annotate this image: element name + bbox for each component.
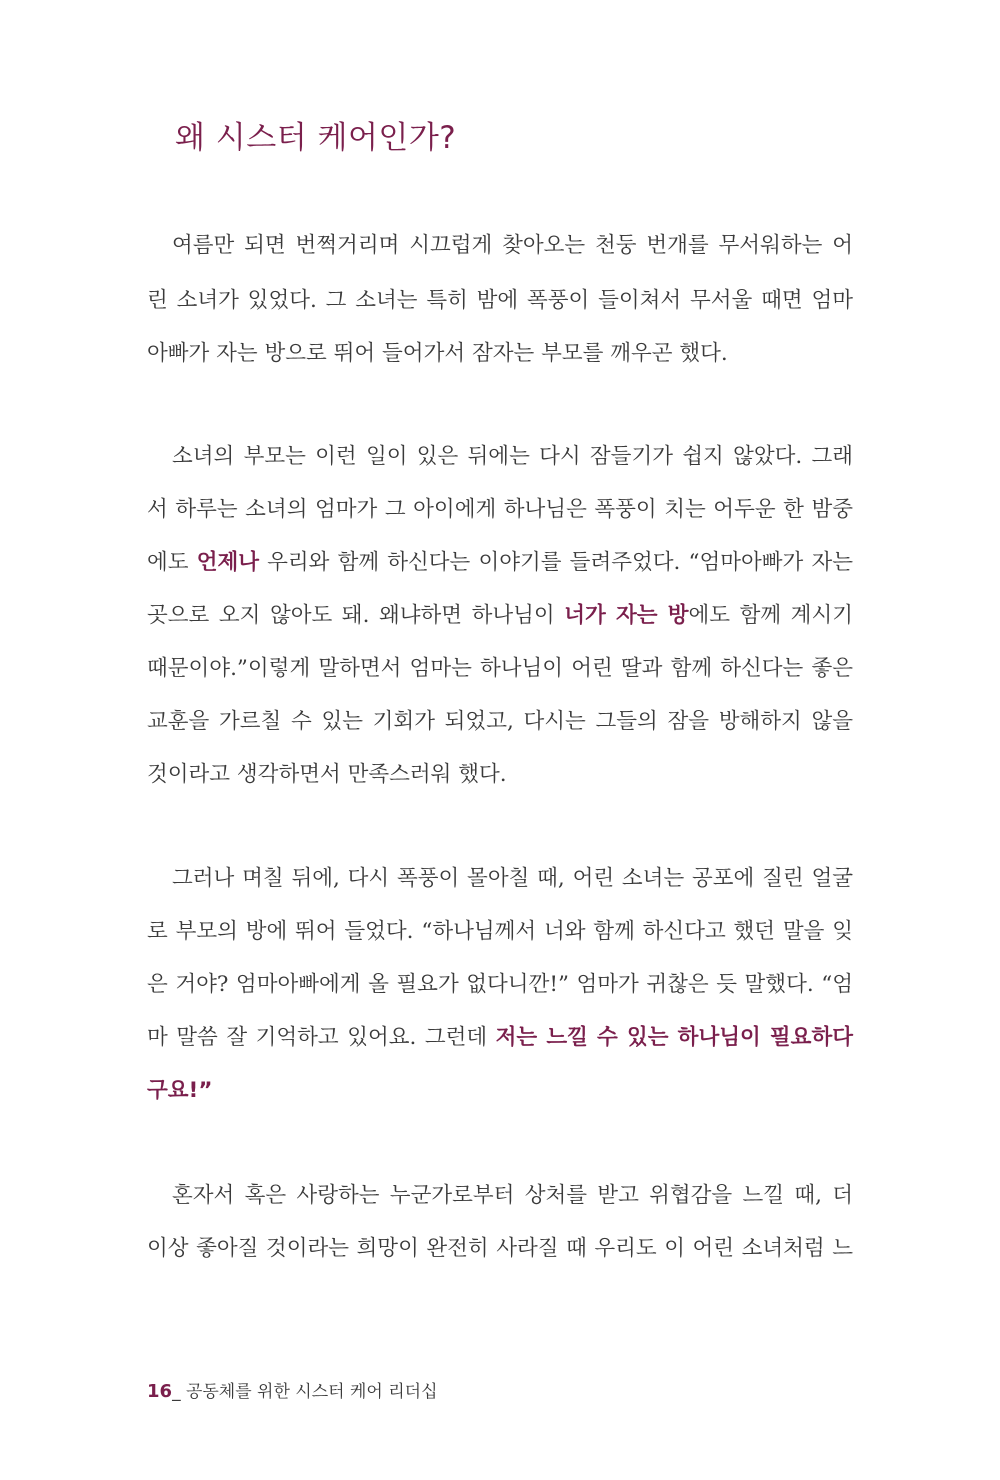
paragraph-2-line-5: 때문이야.”이렇게 말하면서 엄마는 하나님이 어린 딸과 함께 하신다는 좋은: [147, 656, 853, 681]
text-segment: 에도 함께 계시기: [688, 603, 853, 628]
paragraph-2-line-2: 서 하루는 소녀의 엄마가 그 아이에게 하나님은 폭풍이 치는 어두운 한 밤중: [147, 497, 853, 522]
paragraph-2-line-1: 소녀의 부모는 이런 일이 있은 뒤에는 다시 잠들기가 쉽지 않았다. 그래: [172, 444, 853, 469]
text-segment: 에도: [147, 550, 197, 575]
paragraph-3-line-1: 그러나 며칠 뒤에, 다시 폭풍이 몰아칠 때, 어린 소녀는 공포에 질린 얼굴: [172, 866, 853, 891]
paragraph-3-line-5: [147, 1076, 853, 1106]
page-footer: [147, 1377, 438, 1402]
highlight-always: 언제나: [196, 550, 259, 575]
paragraph-2-line-3: [147, 548, 853, 578]
paragraph-3-line-2: 로 부모의 방에 뛰어 들었다. “하나님께서 너와 함께 하신다고 했던 말을 잊: [147, 919, 853, 944]
highlight-your-room: 너가 자는 방: [564, 603, 689, 628]
paragraph-1-line-3: 아빠가 자는 방으로 뛰어 들어가서 잠자는 부모를 깨우곤 했다.: [147, 341, 728, 366]
text-segment: 우리와 함께 하신다는 이야기를 들려주었다. “엄마아빠가 자는: [259, 550, 853, 575]
paragraph-4-line-1: 혼자서 혹은 사랑하는 누군가로부터 상처를 받고 위협감을 느낄 때, 더: [172, 1183, 853, 1208]
paragraph-3-line-4: [147, 1023, 853, 1053]
paragraph-1-line-2: 린 소녀가 있었다. 그 소녀는 특히 밤에 폭풍이 들이쳐서 무서울 때면 엄마: [147, 288, 853, 313]
paragraph-3-line-3: 은 거야? 엄마아빠에게 올 필요가 없다니깐!” 엄마가 귀찮은 듯 말했다. “엄: [147, 972, 853, 997]
highlight-need-god-end: 구요!”: [147, 1078, 213, 1103]
paragraph-2-line-4: [147, 601, 853, 631]
page-number: 16: [147, 1381, 173, 1402]
paragraph-1-line-1: 여름만 되면 번쩍거리며 시끄럽게 찾아오는 천둥 번개를 무서워하는 어: [172, 233, 853, 258]
text-segment: 곳으로 오지 않아도 돼. 왜냐하면 하나님이: [147, 603, 565, 628]
book-title: 공동체를 위한 시스터 케어 리더십: [180, 1382, 438, 1402]
section-heading: 왜 시스터 케어인가?: [175, 120, 457, 156]
paragraph-2-line-6: 교훈을 가르칠 수 있는 기회가 되었고, 다시는 그들의 잠을 방해하지 않을: [147, 709, 853, 734]
footer-separator: _: [172, 1382, 181, 1402]
paragraph-4-line-2: 이상 좋아질 것이라는 희망이 완전히 사라질 때 우리도 이 어린 소녀처럼 느: [147, 1236, 853, 1261]
highlight-need-god: 저는 느낄 수 있는 하나님이 필요하다: [495, 1025, 853, 1050]
paragraph-2-line-7: 것이라고 생각하면서 만족스러워 했다.: [147, 762, 507, 787]
text-segment: 마 말씀 잘 기억하고 있어요. 그런데: [147, 1025, 496, 1050]
